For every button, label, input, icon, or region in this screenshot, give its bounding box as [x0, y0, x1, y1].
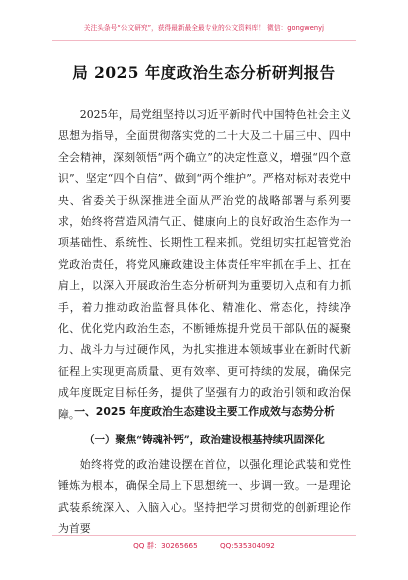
header-banner: 关注头条号“公文研究”，获得最新最全最专业的公文资料库！ 微信：gongwenyj: [83, 24, 325, 32]
section-heading: 一、2025 年度政治生态建设主要工作成效与态势分析: [74, 405, 335, 418]
footer-divider: [52, 535, 356, 536]
footer-qq-contact: QQ:535304092: [219, 541, 275, 550]
page-title: 局 2025 年度政治生态分析研判报告: [72, 64, 336, 82]
body-section: [58, 454, 351, 540]
body-paragraph: 始终将党的政治建设摆在首位，以强化理论武装和党性锤炼为根本，确保全局上下思想统一、步调一致。一是理论武装系统深入、入脑入心。坚持把学习贯彻党的创新理论作为首要: [58, 458, 351, 536]
header-divider: [52, 40, 356, 41]
footer-qq-group: QQ 群：30265665: [133, 541, 198, 550]
intro-section: [58, 104, 351, 425]
intro-paragraph: 2025年，局党组坚持以习近平新时代中国特色社会主义思想为指导，全面贯彻落实党的二十大及二十届三中、四中全会精神，深刻领悟“两个确立”的决定性意义，增强“四个意识”、坚定“四个自信”、做到“两个维护”。严格对标对表党中央、省委关于纵深推进全面从严治党的战略部署与系列要求，始终将营造风清气正、健康向上的良好政治生态作为一项基础性、系统性、长期性工程来抓。党组切实扛起管党治党政治责任，将党风廉政建设主体责任牢牢抓在手上、扛在肩上，以深入开展政治生态分析研判为重要切入点和有力抓手，着力推动政治监督具体化、精准化、常态化，持续净化、优化党内政治生态，不断锤炼提升党员干部队伍的凝聚力、战斗力与过硬作风，为扎实推进本领域事业在新时代新征程上实现更高质量、更有效率、更可持续的发展，确保完成年度既定目标任务，提供了坚强有力的政治引领和政治保障。: [58, 108, 351, 421]
footer: [0, 541, 408, 551]
subsection-heading: （一）聚焦“铸魂补钙”，政治建设根基持续巩固深化: [84, 434, 325, 446]
